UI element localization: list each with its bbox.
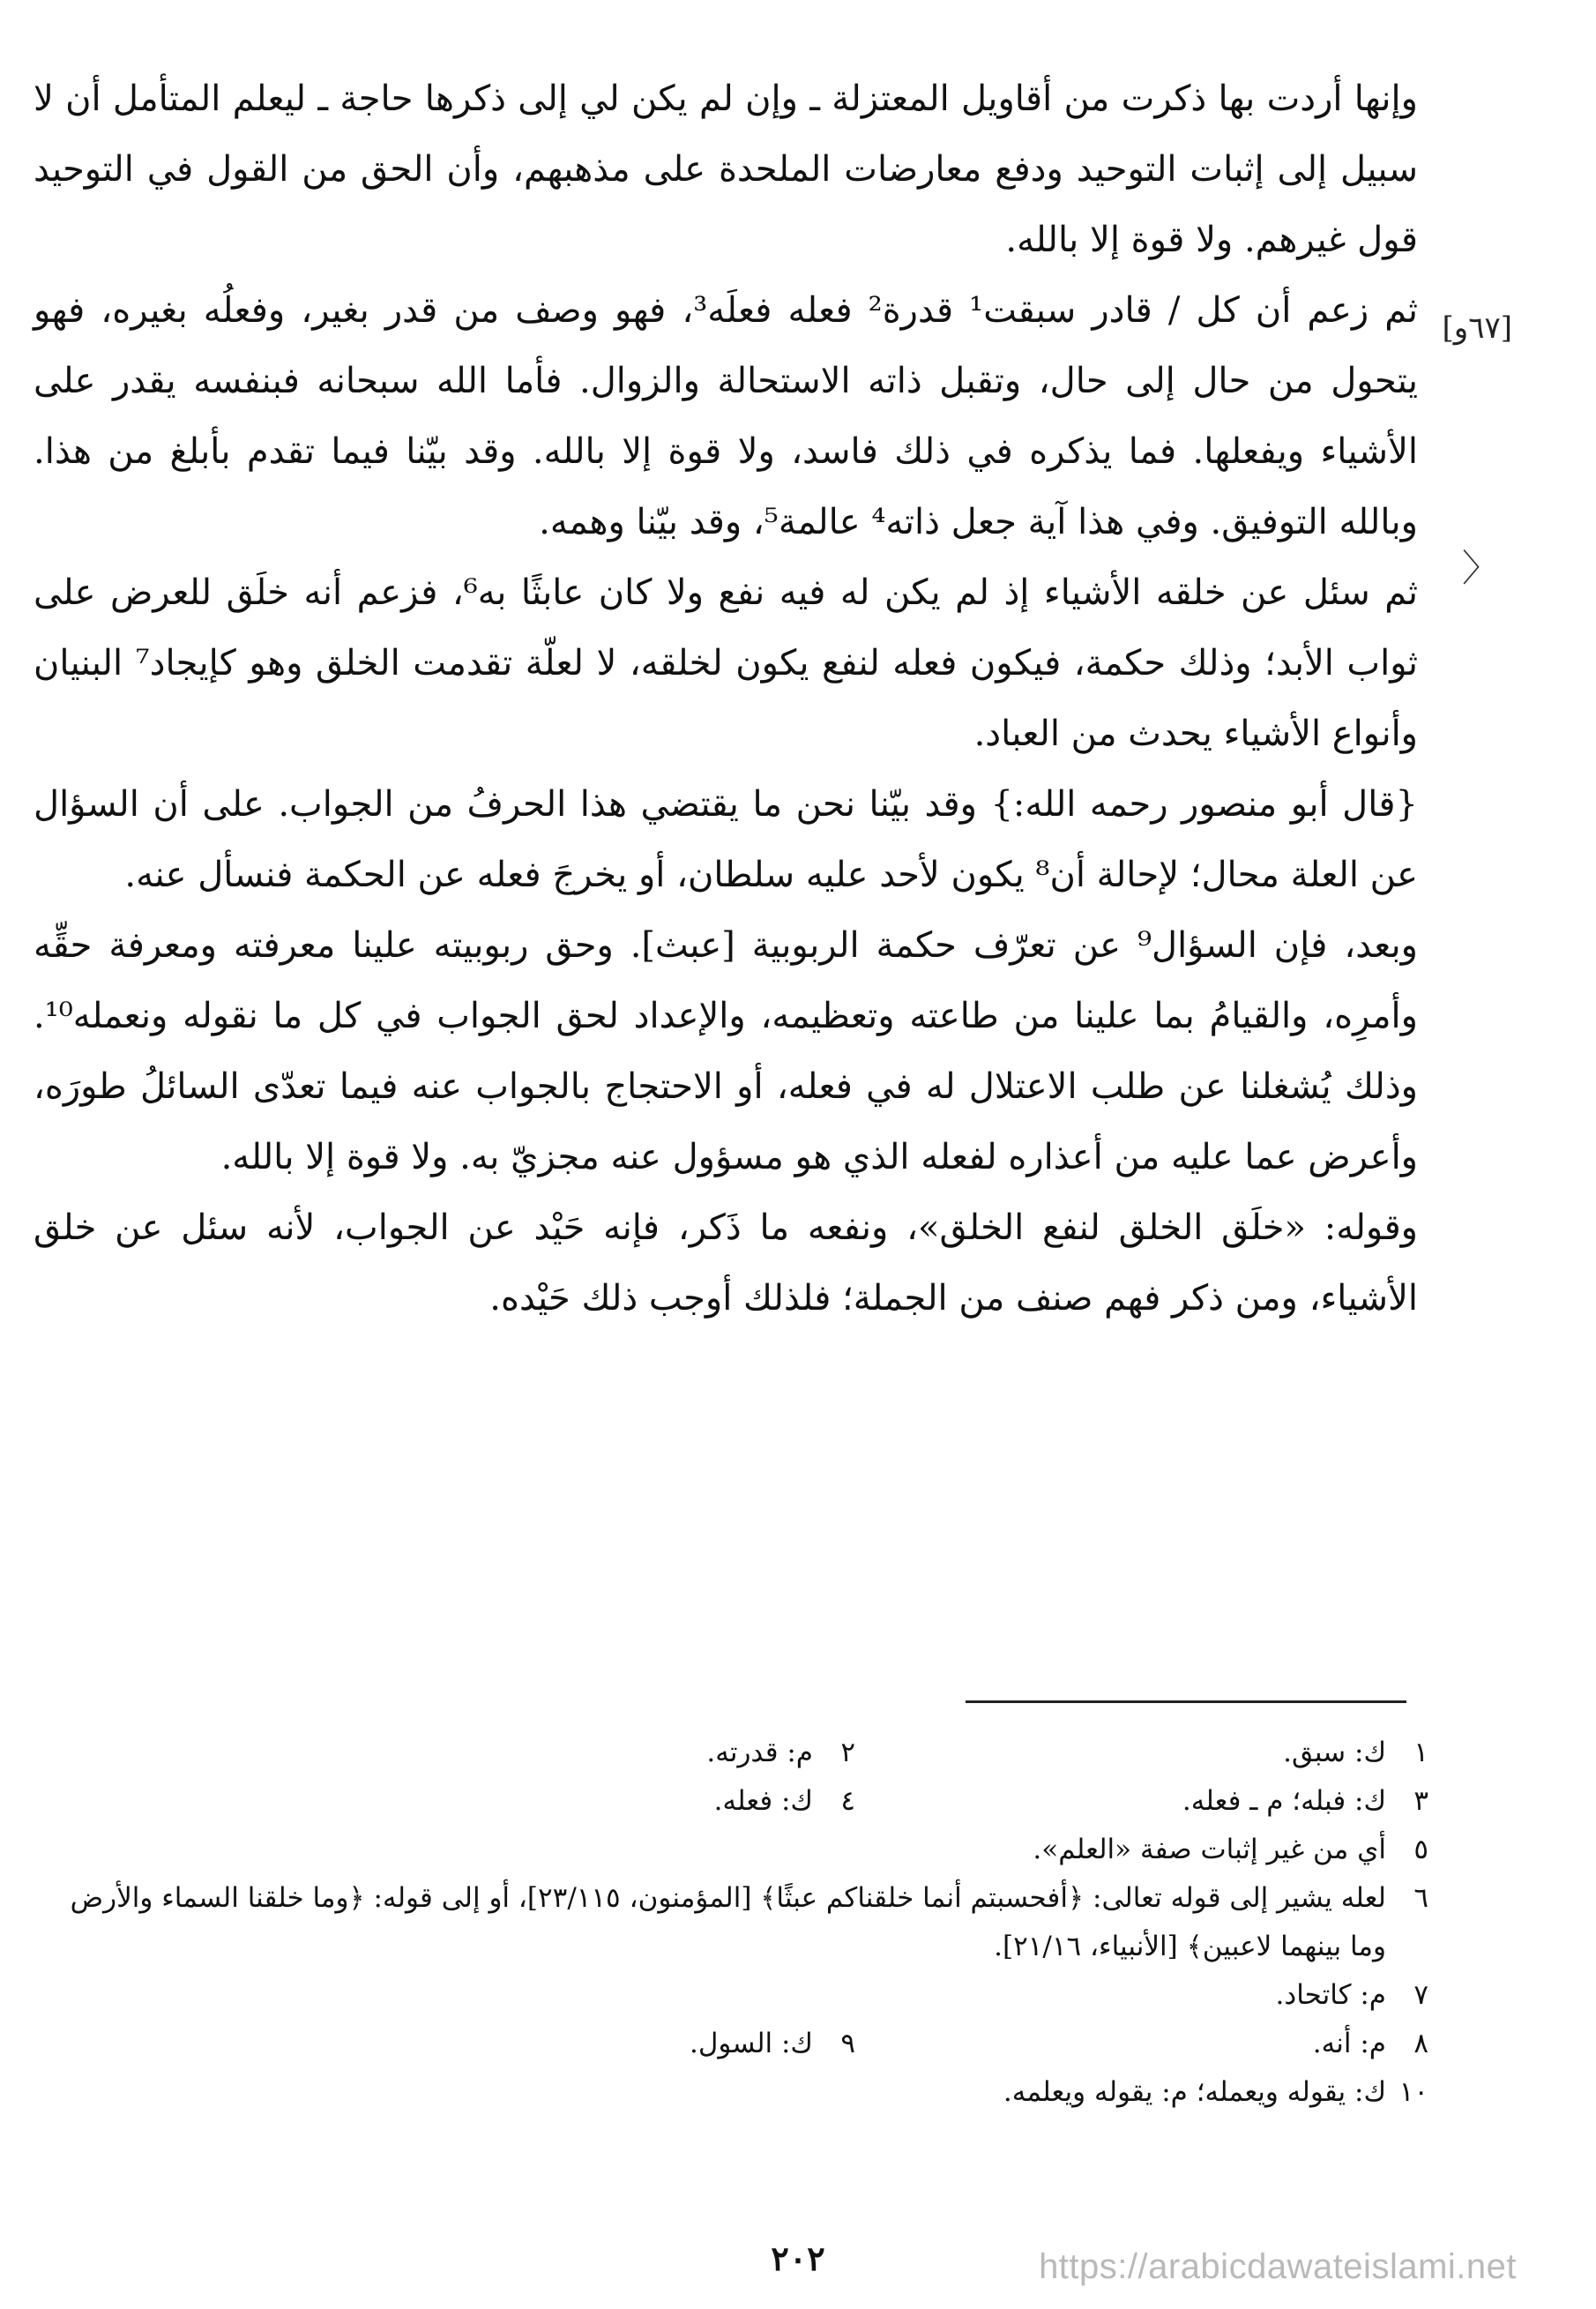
footnote-row bbox=[53, 2068, 1428, 2117]
footnote-6 bbox=[53, 1874, 1428, 1971]
footnote-text: م: أنه. bbox=[1312, 2028, 1386, 2059]
footnote-row bbox=[53, 1874, 1428, 1971]
paragraph-1: وإنها أردت بها ذكرت من أقاويل المعتزلة ـ وإن لم يكن لي إلى ذكرها حاجة ـ ليعلم المتأمل أن لا سبيل إلى إثبات التوحيد ودفع معارضات الملحدة على مذهبهم، وأن الحق من القول في التوحيد قول غيرهم. ولا قوة إلا بالله. bbox=[34, 78, 1418, 260]
footnote-10 bbox=[53, 2068, 1428, 2117]
footnote-number: ٧ bbox=[1413, 1979, 1428, 2011]
footnote-4 bbox=[282, 1777, 855, 1826]
folio-marker: [٦٧و] bbox=[1442, 310, 1512, 346]
footnote-text: أي من غير إثبات صفة «العلم». bbox=[1033, 1834, 1386, 1865]
footnote-row bbox=[53, 1777, 1428, 1826]
paragraph-6: وقوله: «خلَق الخلق لنفع الخلق»، ونفعه ما ذَكر، فإنه حَيْد عن الجواب، لأنه سئل عن خلق الأشياء، ومن ذكر فهم صنف من الجملة؛ فلذلك أوجب ذلك حَيْده. bbox=[34, 1207, 1418, 1319]
footnote-text: ك: فبله؛ م ـ فعله. bbox=[1182, 1785, 1386, 1817]
footnote-text: م: قدرته. bbox=[706, 1737, 813, 1768]
footnote-separator bbox=[966, 1700, 1406, 1703]
footnote-row bbox=[53, 1971, 1428, 2020]
footnote-text: ك: السول. bbox=[690, 2028, 813, 2059]
footnote-text: م: كاتحاد. bbox=[1275, 1979, 1386, 2011]
footnote-row bbox=[53, 1729, 1428, 1777]
footnote-number: ١٠ bbox=[1398, 2076, 1428, 2108]
footnote-8 bbox=[855, 2020, 1428, 2068]
footnote-number: ١ bbox=[1413, 1737, 1428, 1768]
footnote-number: ٢ bbox=[840, 1737, 855, 1768]
paragraph-2: ثم زعم أن كل / قادر سبقت¹ قدرة² فعله فعلَه³، فهو وصف من قدر بغير، وفعلُه بغيره، فهو يتحول من حال إلى حال، وتقبل ذاته الاستحالة والزوال. فأما الله سبحانه فبنفسه يقدر على الأشياء ويفعلها. فما يذكره في ذلك فاسد، ولا قوة إلا بالله. وقد بيّنا فيما تقدم بأبلغ من هذا. وبالله التوفيق. وفي هذا آية جعل ذاته⁴ عالمة⁵، وقد بيّنا وهمه. bbox=[34, 290, 1419, 542]
footnote-5 bbox=[53, 1826, 1428, 1874]
footnote-number: ٦ bbox=[1413, 1882, 1428, 1914]
footnote-text: ك: يقوله ويعمله؛ م: يقوله ويعلمه. bbox=[1003, 2076, 1386, 2108]
footnote-row bbox=[53, 2020, 1428, 2068]
footnote-1 bbox=[855, 1729, 1428, 1777]
footnote-3 bbox=[855, 1777, 1428, 1826]
footnotes bbox=[53, 1729, 1428, 2117]
footnote-number: ٤ bbox=[840, 1785, 855, 1817]
paragraph-3: ثم سئل عن خلقه الأشياء إذ لم يكن له فيه نفع ولا كان عابثًا به⁶، فزعم أنه خلَق للعرض على ثواب الأبد؛ وذلك حكمة، فيكون فعله لنفع يكون لخلقه، لا لعلّة تقدمت الخلق وهو كإيجاد⁷ البنيان وأنواع الأشياء يحدث من العباد. bbox=[34, 572, 1419, 754]
watermark-url: https://arabicdawateislami.net bbox=[1039, 2247, 1517, 2286]
footnote-9 bbox=[282, 2020, 855, 2068]
footnote-number: ٣ bbox=[1413, 1785, 1428, 1817]
footnote-row bbox=[53, 1826, 1428, 1874]
footnote-2 bbox=[282, 1729, 855, 1777]
footnote-number: ٩ bbox=[840, 2028, 855, 2059]
main-text bbox=[34, 64, 1418, 1334]
footnote-7 bbox=[53, 1971, 1428, 2020]
margin-angle-mark: 〉 bbox=[1461, 547, 1499, 590]
footnote-text: لعله يشير إلى قوله تعالى: ﴿أفحسبتم أنما خلقناكم عبثًا﴾ [المؤمنون، ٢٣/١١٥]، أو إلى قوله: ﴿وما خلقنا السماء والأرض وما بينهما لاعبين﴾ [الأنبياء، ٢١/١٦]. bbox=[70, 1882, 1386, 1962]
footnote-text: ك: فعله. bbox=[713, 1785, 813, 1817]
paragraph-5: وبعد، فإن السؤال⁹ عن تعرّف حكمة الربوبية [عبث]. وحق ربوبيته علينا معرفته ومعرفة حقِّه وأمرِه، والقيامُ بما علينا من طاعته وتعظيمه، والإعداد لحق الجواب في كل ما نقوله ونعمله¹⁰. وذلك يُشغلنا عن طلب الاعتلال له في فعله، أو الاحتجاج بالجواب عنه فيما تعدّى السائلُ طورَه، وأعرض عما عليه من أعذاره لفعله الذي هو مسؤول عنه مجزيّ به. ولا قوة إلا بالله. bbox=[34, 925, 1419, 1177]
paragraph-4: {قال أبو منصور رحمه الله:} وقد بيّنا نحن ما يقتضي هذا الحرفُ من الجواب. على أن السؤال عن العلة محال؛ لإحالة أن⁸ يكون لأحد عليه سلطان، أو يخرجَ فعله عن الحكمة فنسأل عنه. bbox=[34, 784, 1418, 895]
footnote-number: ٥ bbox=[1413, 1834, 1428, 1865]
footnote-number: ٨ bbox=[1413, 2028, 1428, 2059]
footnote-text: ك: سبق. bbox=[1283, 1737, 1386, 1768]
page-number: ٢٠٢ bbox=[771, 2238, 825, 2278]
